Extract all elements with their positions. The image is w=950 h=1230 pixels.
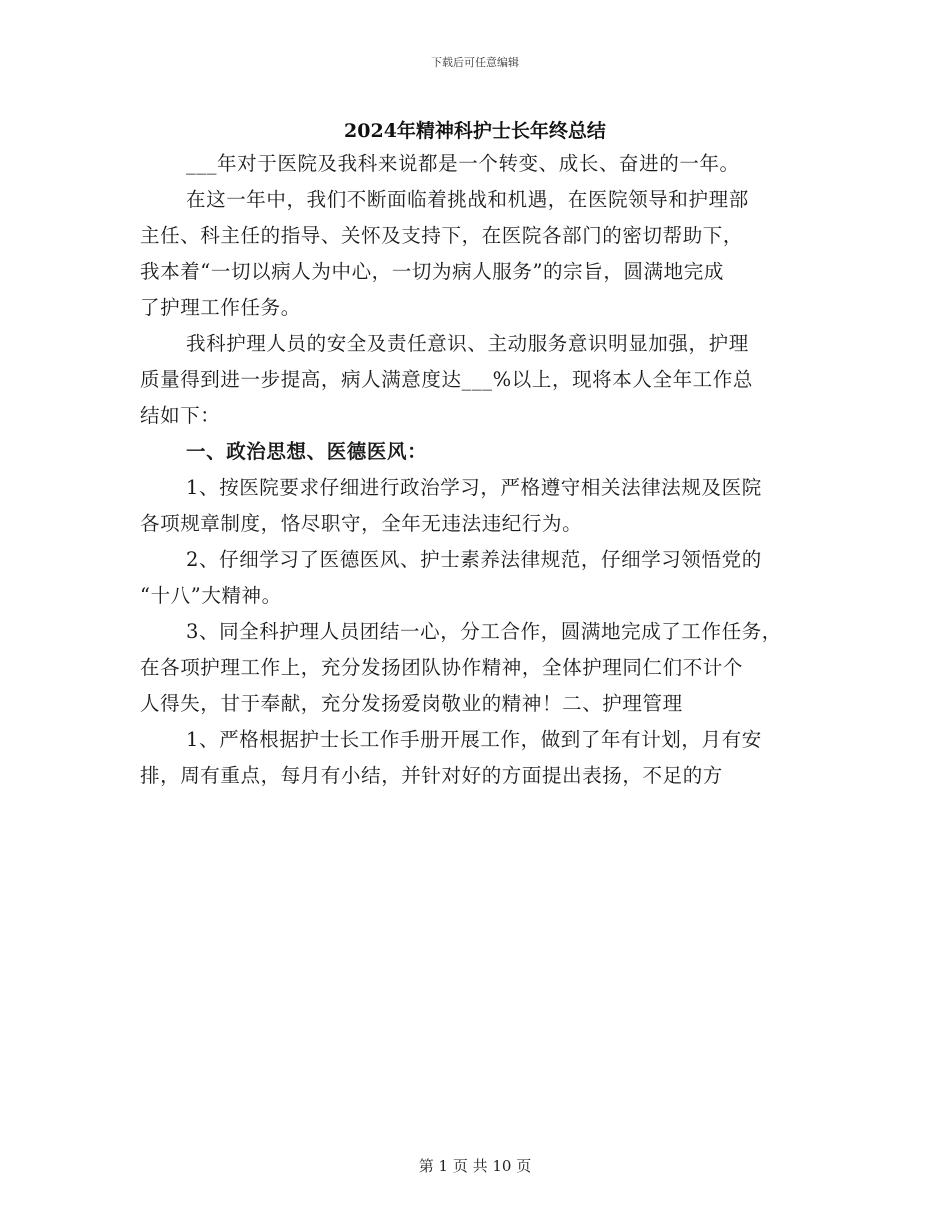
paragraph-line: 主任、科主任的指导、关怀及支持下，在医院各部门的密切帮助下， — [140, 224, 744, 247]
document-title: 2024年精神科护士长年终总结 — [344, 120, 606, 142]
paragraph-line: ___年对于医院及我科来说都是一个转变、成长、奋进的一年。 — [186, 152, 740, 175]
paragraph-line: 我科护理人员的安全及责任意识、主动服务意识明显加强，护理 — [186, 332, 749, 355]
paragraph-line: 1、严格根据护士长工作手册开展工作，做到了年有计划，月有安 — [186, 728, 762, 751]
paragraph-line: 各项规章制度，恪尽职守，全年无违法违纪行为。 — [140, 512, 583, 535]
paragraph-line: 在各项护理工作上，充分发扬团队协作精神，全体护理同仁们不计个 — [140, 656, 744, 679]
document-body — [140, 146, 802, 794]
paragraph-line: 在这一年中，我们不断面临着挑战和机遇，在医院领导和护理部 — [186, 188, 749, 211]
paragraph-line: 1、按医院要求仔细进行政治学习，严格遵守相关法律法规及医院 — [186, 476, 762, 499]
paragraph-line: 3、同全科护理人员团结一心，分工合作，圆满地完成了工作任务， — [186, 620, 782, 643]
paragraph-line: “十八”大精神。 — [140, 584, 282, 607]
paragraph-line: 2、仔细学习了医德医风、护士素养法律规范，仔细学习领悟党的 — [186, 548, 762, 571]
page-header-note: 下载后可任意编辑 — [431, 56, 519, 69]
paragraph-line: 人得失，甘于奉献，充分发扬爱岗敬业的精神！二、护理管理 — [140, 692, 683, 715]
page-number: 第 1 页 共 10 页 — [418, 1157, 532, 1175]
section-heading: 一、政治思想、医德医风： — [186, 440, 428, 463]
paragraph-line: 结如下： — [140, 404, 221, 427]
paragraph-line: 质量得到进一步提高，病人满意度达___%以上，现将本人全年工作总 — [140, 368, 753, 391]
paragraph-line: 了护理工作任务。 — [140, 296, 301, 319]
paragraph-line: 我本着“一切以病人为中心，一切为病人服务”的宗旨，圆满地完成 — [140, 260, 724, 283]
paragraph-line: 排，周有重点，每月有小结，并针对好的方面提出表扬，不足的方 — [140, 764, 723, 787]
